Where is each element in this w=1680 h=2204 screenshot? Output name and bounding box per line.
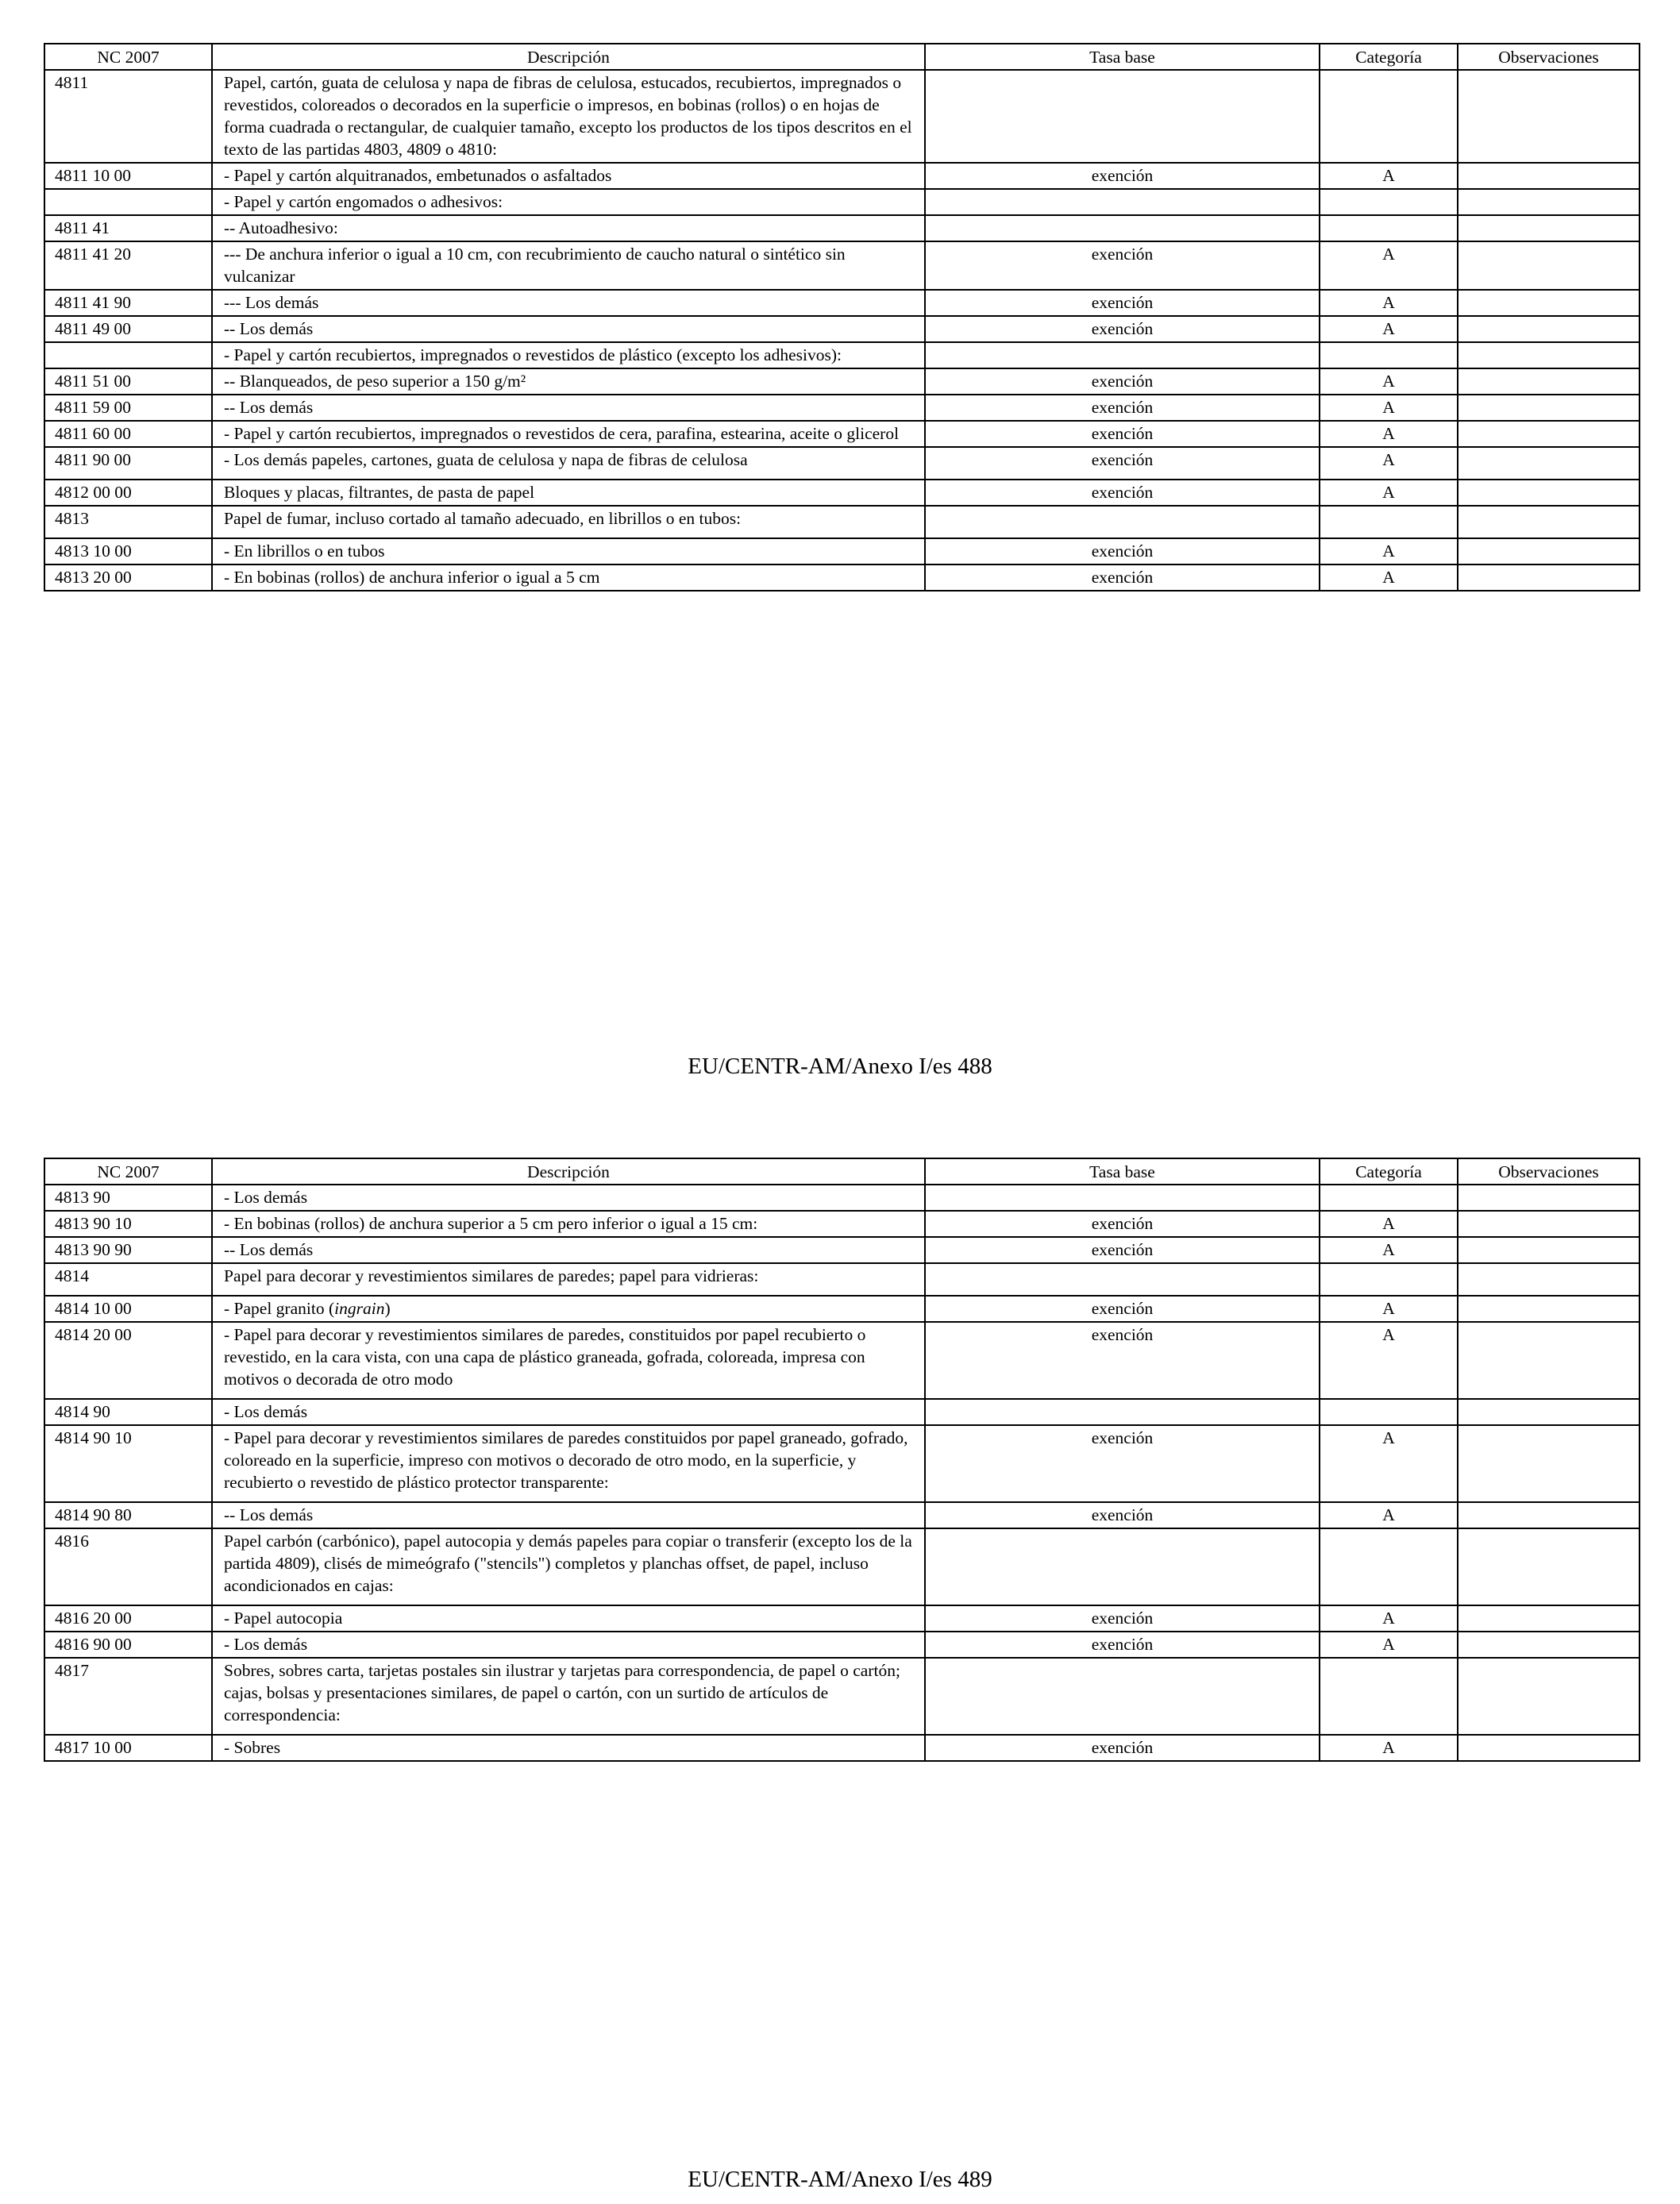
description-cell: Bloques y placas, filtrantes, de pasta de papel <box>212 480 925 506</box>
description-cell: - Los demás <box>212 1632 925 1658</box>
base-rate-cell <box>925 1185 1320 1211</box>
table-row <box>44 1296 1640 1322</box>
page-footer-488: EU/CENTR-AM/Anexo I/es 488 <box>688 1054 992 1079</box>
category-cell: A <box>1320 1237 1458 1263</box>
description-text-end: ) <box>384 1299 391 1318</box>
category-cell: A <box>1320 1322 1458 1399</box>
category-cell: A <box>1320 564 1458 591</box>
base-rate-cell: exención <box>925 1632 1320 1658</box>
cell-bottom-gap <box>224 1597 913 1603</box>
category-cell: A <box>1320 1425 1458 1502</box>
observations-cell <box>1458 1185 1640 1211</box>
nc-code-cell: 4811 41 20 <box>44 241 212 290</box>
tariff-table-page-488 <box>44 43 1640 591</box>
category-cell: A <box>1320 1502 1458 1528</box>
base-rate-cell: exención <box>925 421 1320 447</box>
nc-code-cell: 4816 20 00 <box>44 1605 212 1632</box>
table-row <box>44 1735 1640 1761</box>
description-cell: - Papel y cartón engomados o adhesivos: <box>212 189 925 215</box>
table-row <box>44 1632 1640 1658</box>
nc-code-cell: 4814 20 00 <box>44 1322 212 1399</box>
nc-code-cell <box>44 189 212 215</box>
observations-cell <box>1458 215 1640 241</box>
category-cell <box>1320 342 1458 368</box>
table-header-row <box>44 44 1640 70</box>
base-rate-cell: exención <box>925 1605 1320 1632</box>
category-cell: A <box>1320 1605 1458 1632</box>
nc-code-cell: 4811 90 00 <box>44 447 212 480</box>
base-rate-cell: exención <box>925 447 1320 480</box>
table-row <box>44 1658 1640 1735</box>
table-header-row <box>44 1158 1640 1185</box>
category-cell: A <box>1320 163 1458 189</box>
base-rate-cell <box>925 70 1320 163</box>
category-cell <box>1320 189 1458 215</box>
category-cell <box>1320 215 1458 241</box>
description-italic-term: ingrain <box>334 1299 385 1318</box>
observations-cell <box>1458 1237 1640 1263</box>
description-cell: - En bobinas (rollos) de anchura superior a 5 cm pero inferior o igual a 15 cm: <box>212 1211 925 1237</box>
category-cell: A <box>1320 1296 1458 1322</box>
nc-code-cell: 4816 <box>44 1528 212 1605</box>
page-footer-489: EU/CENTR-AM/Anexo I/es 489 <box>688 2167 992 2192</box>
description-cell: -- Los demás <box>212 1502 925 1528</box>
base-rate-cell: exención <box>925 480 1320 506</box>
category-cell <box>1320 1528 1458 1605</box>
table-row <box>44 1528 1640 1605</box>
table-row <box>44 368 1640 395</box>
base-rate-cell: exención <box>925 1425 1320 1502</box>
table-row <box>44 1502 1640 1528</box>
category-cell: A <box>1320 316 1458 342</box>
observations-cell <box>1458 163 1640 189</box>
header-nc-2007: NC 2007 <box>44 44 212 70</box>
category-cell <box>1320 506 1458 538</box>
table-row <box>44 538 1640 564</box>
nc-code-cell: 4811 <box>44 70 212 163</box>
nc-code-cell: 4817 10 00 <box>44 1735 212 1761</box>
description-text: - Papel granito ( <box>224 1299 335 1318</box>
description-cell: Papel para decorar y revestimientos similares de paredes; papel para vidrieras: <box>212 1263 925 1296</box>
base-rate-cell <box>925 1399 1320 1425</box>
table-row <box>44 163 1640 189</box>
header-observaciones: Observaciones <box>1458 44 1640 70</box>
cell-bottom-gap <box>224 1493 913 1500</box>
observations-cell <box>1458 1211 1640 1237</box>
table-row <box>44 447 1640 480</box>
description-cell: - Papel y cartón recubiertos, impregnados o revestidos de cera, parafina, estearina, aceite o glicerol <box>212 421 925 447</box>
description-cell: --- Los demás <box>212 290 925 316</box>
description-cell: --- De anchura inferior o igual a 10 cm, con recubrimiento de caucho natural o sintético sin vulcanizar <box>212 241 925 290</box>
category-cell: A <box>1320 395 1458 421</box>
nc-code-cell: 4813 90 10 <box>44 1211 212 1237</box>
description-cell: -- Autoadhesivo: <box>212 215 925 241</box>
observations-cell <box>1458 1528 1640 1605</box>
description-cell: -- Los demás <box>212 395 925 421</box>
base-rate-cell: exención <box>925 395 1320 421</box>
description-cell: -- Los demás <box>212 1237 925 1263</box>
category-cell <box>1320 70 1458 163</box>
base-rate-cell: exención <box>925 316 1320 342</box>
table-row <box>44 1185 1640 1211</box>
description-cell: - Papel para decorar y revestimientos similares de paredes constituidos por papel graneado, gofrado, coloreado en la superficie, impreso con motivos o decorado de otro modo, en la superficie, y recubierto o revestido de plástico protector transparente: <box>212 1425 925 1502</box>
observations-cell <box>1458 241 1640 290</box>
observations-cell <box>1458 1296 1640 1322</box>
cell-bottom-gap <box>224 1726 913 1732</box>
observations-cell <box>1458 342 1640 368</box>
table-row <box>44 316 1640 342</box>
base-rate-cell <box>925 1658 1320 1735</box>
description-cell: - Los demás papeles, cartones, guata de celulosa y napa de fibras de celulosa <box>212 447 925 480</box>
base-rate-cell <box>925 189 1320 215</box>
category-cell: A <box>1320 241 1458 290</box>
category-cell: A <box>1320 1735 1458 1761</box>
description-cell: - Papel y cartón recubiertos, impregnados o revestidos de plástico (excepto los adhesivos): <box>212 342 925 368</box>
observations-cell <box>1458 1502 1640 1528</box>
base-rate-cell: exención <box>925 163 1320 189</box>
base-rate-cell: exención <box>925 1296 1320 1322</box>
nc-code-cell: 4813 20 00 <box>44 564 212 591</box>
description-cell: Sobres, sobres carta, tarjetas postales sin ilustrar y tarjetas para correspondencia, de papel o cartón; cajas, bolsas y presentaciones similares, de papel o cartón, con un surtido de artículos de correspondencia: <box>212 1658 925 1735</box>
base-rate-cell <box>925 1263 1320 1296</box>
observations-cell <box>1458 1735 1640 1761</box>
description-cell: - Papel autocopia <box>212 1605 925 1632</box>
table-row <box>44 1263 1640 1296</box>
observations-cell <box>1458 1658 1640 1735</box>
nc-code-cell: 4813 90 90 <box>44 1237 212 1263</box>
cell-bottom-gap <box>224 1390 913 1397</box>
category-cell: A <box>1320 290 1458 316</box>
table-row <box>44 1605 1640 1632</box>
observations-cell <box>1458 316 1640 342</box>
base-rate-cell: exención <box>925 1322 1320 1399</box>
category-cell: A <box>1320 368 1458 395</box>
description-cell: -- Los demás <box>212 316 925 342</box>
description-cell: Papel de fumar, incluso cortado al tamaño adecuado, en librillos o en tubos: <box>212 506 925 538</box>
base-rate-cell: exención <box>925 241 1320 290</box>
nc-code-cell: 4813 10 00 <box>44 538 212 564</box>
base-rate-cell: exención <box>925 1735 1320 1761</box>
header-categoria: Categoría <box>1320 44 1458 70</box>
description-cell: - Sobres <box>212 1735 925 1761</box>
cell-bottom-gap <box>224 471 913 477</box>
base-rate-cell <box>925 342 1320 368</box>
category-cell <box>1320 1185 1458 1211</box>
nc-code-cell: 4814 90 10 <box>44 1425 212 1502</box>
nc-code-cell: 4811 41 <box>44 215 212 241</box>
tariff-table-page-489 <box>44 1158 1640 1762</box>
nc-code-cell: 4811 49 00 <box>44 316 212 342</box>
base-rate-cell <box>925 1528 1320 1605</box>
table-row <box>44 290 1640 316</box>
description-cell <box>212 1296 925 1322</box>
table-row <box>44 70 1640 163</box>
observations-cell <box>1458 189 1640 215</box>
base-rate-cell: exención <box>925 564 1320 591</box>
cell-bottom-gap <box>224 1287 913 1293</box>
base-rate-cell: exención <box>925 538 1320 564</box>
nc-code-cell: 4811 60 00 <box>44 421 212 447</box>
base-rate-cell: exención <box>925 1502 1320 1528</box>
base-rate-cell: exención <box>925 1237 1320 1263</box>
table-row <box>44 1425 1640 1502</box>
description-cell: - En librillos o en tubos <box>212 538 925 564</box>
table-row <box>44 506 1640 538</box>
category-cell: A <box>1320 538 1458 564</box>
nc-code-cell <box>44 342 212 368</box>
nc-code-cell: 4813 <box>44 506 212 538</box>
nc-code-cell: 4811 51 00 <box>44 368 212 395</box>
observations-cell <box>1458 447 1640 480</box>
table-row <box>44 421 1640 447</box>
nc-code-cell: 4814 10 00 <box>44 1296 212 1322</box>
table-row <box>44 480 1640 506</box>
description-cell: Papel, cartón, guata de celulosa y napa de fibras de celulosa, estucados, recubiertos, impregnados o revestidos, coloreados o decorados en la superficie o impresos, en bobinas (rollos) o en hojas de forma cuadrada o rectangular, de cualquier tamaño, excepto los productos de los tipos descritos en el texto de las partidas 4803, 4809 o 4810: <box>212 70 925 163</box>
header-tasa-base: Tasa base <box>925 44 1320 70</box>
nc-code-cell: 4813 90 <box>44 1185 212 1211</box>
observations-cell <box>1458 1632 1640 1658</box>
header-tasa-base: Tasa base <box>925 1158 1320 1185</box>
description-cell: Papel carbón (carbónico), papel autocopia y demás papeles para copiar o transferir (excepto los de la partida 4809), clisés de mimeógrafo ("stencils") completos y planchas offset, de papel, incluso acondicionados en cajas: <box>212 1528 925 1605</box>
category-cell: A <box>1320 480 1458 506</box>
header-nc-2007: NC 2007 <box>44 1158 212 1185</box>
table-row <box>44 395 1640 421</box>
category-cell: A <box>1320 447 1458 480</box>
header-descripcion: Descripción <box>212 44 925 70</box>
table-row <box>44 215 1640 241</box>
nc-code-cell: 4814 90 <box>44 1399 212 1425</box>
observations-cell <box>1458 564 1640 591</box>
category-cell: A <box>1320 1632 1458 1658</box>
cell-bottom-gap <box>224 530 913 536</box>
observations-cell <box>1458 70 1640 163</box>
nc-code-cell: 4812 00 00 <box>44 480 212 506</box>
table-row <box>44 564 1640 591</box>
nc-code-cell: 4817 <box>44 1658 212 1735</box>
observations-cell <box>1458 1399 1640 1425</box>
table-row <box>44 1211 1640 1237</box>
description-cell: - Los demás <box>212 1399 925 1425</box>
header-descripcion: Descripción <box>212 1158 925 1185</box>
observations-cell <box>1458 506 1640 538</box>
header-observaciones: Observaciones <box>1458 1158 1640 1185</box>
category-cell <box>1320 1399 1458 1425</box>
description-cell: - En bobinas (rollos) de anchura inferior o igual a 5 cm <box>212 564 925 591</box>
category-cell <box>1320 1658 1458 1735</box>
category-cell: A <box>1320 1211 1458 1237</box>
observations-cell <box>1458 480 1640 506</box>
header-categoria: Categoría <box>1320 1158 1458 1185</box>
observations-cell <box>1458 421 1640 447</box>
observations-cell <box>1458 395 1640 421</box>
description-cell: - Los demás <box>212 1185 925 1211</box>
nc-code-cell: 4811 10 00 <box>44 163 212 189</box>
base-rate-cell: exención <box>925 290 1320 316</box>
category-cell <box>1320 1263 1458 1296</box>
description-cell: - Papel y cartón alquitranados, embetunados o asfaltados <box>212 163 925 189</box>
nc-code-cell: 4814 90 80 <box>44 1502 212 1528</box>
table-row <box>44 1322 1640 1399</box>
table-row <box>44 189 1640 215</box>
observations-cell <box>1458 1605 1640 1632</box>
table-row <box>44 1399 1640 1425</box>
observations-cell <box>1458 290 1640 316</box>
base-rate-cell: exención <box>925 368 1320 395</box>
observations-cell <box>1458 538 1640 564</box>
nc-code-cell: 4811 41 90 <box>44 290 212 316</box>
description-cell: -- Blanqueados, de peso superior a 150 g/m² <box>212 368 925 395</box>
base-rate-cell <box>925 506 1320 538</box>
observations-cell <box>1458 368 1640 395</box>
observations-cell <box>1458 1263 1640 1296</box>
nc-code-cell: 4811 59 00 <box>44 395 212 421</box>
nc-code-cell: 4816 90 00 <box>44 1632 212 1658</box>
base-rate-cell: exención <box>925 1211 1320 1237</box>
table-row <box>44 342 1640 368</box>
description-cell: - Papel para decorar y revestimientos similares de paredes, constituidos por papel recubierto o revestido, en la cara vista, con una capa de plástico graneada, gofrada, coloreada, impresa con motivos o decorada de otro modo <box>212 1322 925 1399</box>
category-cell: A <box>1320 421 1458 447</box>
table-row <box>44 1237 1640 1263</box>
base-rate-cell <box>925 215 1320 241</box>
observations-cell <box>1458 1425 1640 1502</box>
observations-cell <box>1458 1322 1640 1399</box>
nc-code-cell: 4814 <box>44 1263 212 1296</box>
table-row <box>44 241 1640 290</box>
